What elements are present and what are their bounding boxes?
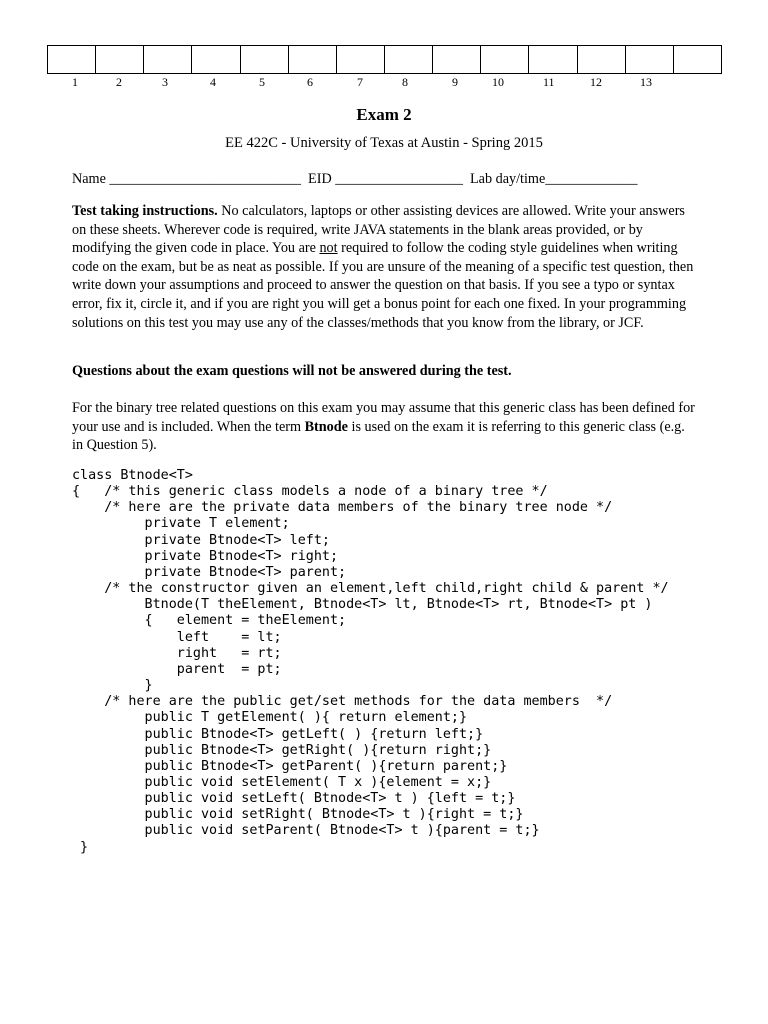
score-box [626,46,674,73]
btnode-intro [72,399,696,455]
score-box-number: 12 [590,75,602,89]
score-box [289,46,337,73]
intro-text-part-1: For the binary tree related questions on this exam you may assume that this generic class has been defined for your use and is included. When the term [72,400,695,435]
score-box-number: 10 [492,75,504,89]
instructions-emphasis: not [319,240,338,257]
score-box-number: 1 [72,75,78,89]
score-box [192,46,240,73]
btnode-term: Btnode [304,418,348,435]
score-box [337,46,385,73]
score-box [481,46,529,73]
intro-text-part-2: is used on the exam it is referring to this generic class (e.g. in Question 5). [72,418,685,454]
score-box-row [47,45,722,74]
student-info-line: Name ___________________________ EID __________________ Lab day/time_____________ [72,171,638,187]
score-box [385,46,433,73]
instructions-text-part-2: required to follow the coding style guidelines when writing code on the exam, but be as neat as possible. If you are unsure of the meaning of a specific test question, then write down your assumptions and proceed to answer the question on that basis. If you see a typo or syntax error, fix it, circle it, and if you are right you will get a bonus point for each one fixed. In your programming solutions on this test you may use any of the classes/methods that you know from the library, or JCF. [72,240,694,331]
score-box-number: 11 [543,75,555,89]
exam-title: Exam 2 [356,105,412,124]
btnode-code-listing: class Btnode<T> { /* this generic class models a node of a binary tree */ /* here are the private data members of the binary tree node */ private T element; private Btnode<T> left; private Btnode<T> right; private Btnode<T> parent; /* the constructor given an element,left child,right child & parent */ Btnode(T theElement, Btnode<T> lt, Btnode<T> rt, Btnode<T> pt ) { element = theElement; left = lt; right = rt; parent = pt; } /* here are the public get/set methods for the data members */ public T getElement( ){ return element;} public Btnode<T> getLeft( ) {return left;} public Btnode<T> getRight( ){return right;} public Btnode<T> getParent( ){return parent;} public void setElement( T x ){element = x;} public void setLeft( Btnode<T> t ) {left = t;} public void setRight( Btnode<T> t ){right = t;} public void setParent( Btnode<T> t ){parent = t;} } [72,468,669,855]
questions-note: Questions about the exam questions will not be answered during the test. [72,363,512,379]
score-box-number: 6 [307,75,313,89]
instructions-text-part-1: No calculators, laptops or other assisting devices are allowed. Write your answers on these sheets. Wherever code is required, write JAVA statements in the blank areas provided, or by modifying the given code in place. You are [72,203,685,257]
course-subtitle: EE 422C - University of Texas at Austin - Spring 2015 [225,135,543,151]
score-box-number: 3 [162,75,168,89]
score-box [674,46,721,73]
score-box-number: 13 [640,75,652,89]
score-box-number: 2 [116,75,122,89]
score-box-number: 4 [210,75,216,89]
score-box-number: 5 [259,75,265,89]
score-box [578,46,626,73]
score-box [96,46,144,73]
score-box-number: 9 [452,75,458,89]
score-box [529,46,577,73]
score-box-number: 7 [357,75,363,89]
test-instructions [72,202,696,332]
score-box [48,46,96,73]
score-box [144,46,192,73]
score-box [241,46,289,73]
score-box [433,46,481,73]
instructions-heading: Test taking instructions. [72,203,218,219]
score-box-number: 8 [402,75,408,89]
